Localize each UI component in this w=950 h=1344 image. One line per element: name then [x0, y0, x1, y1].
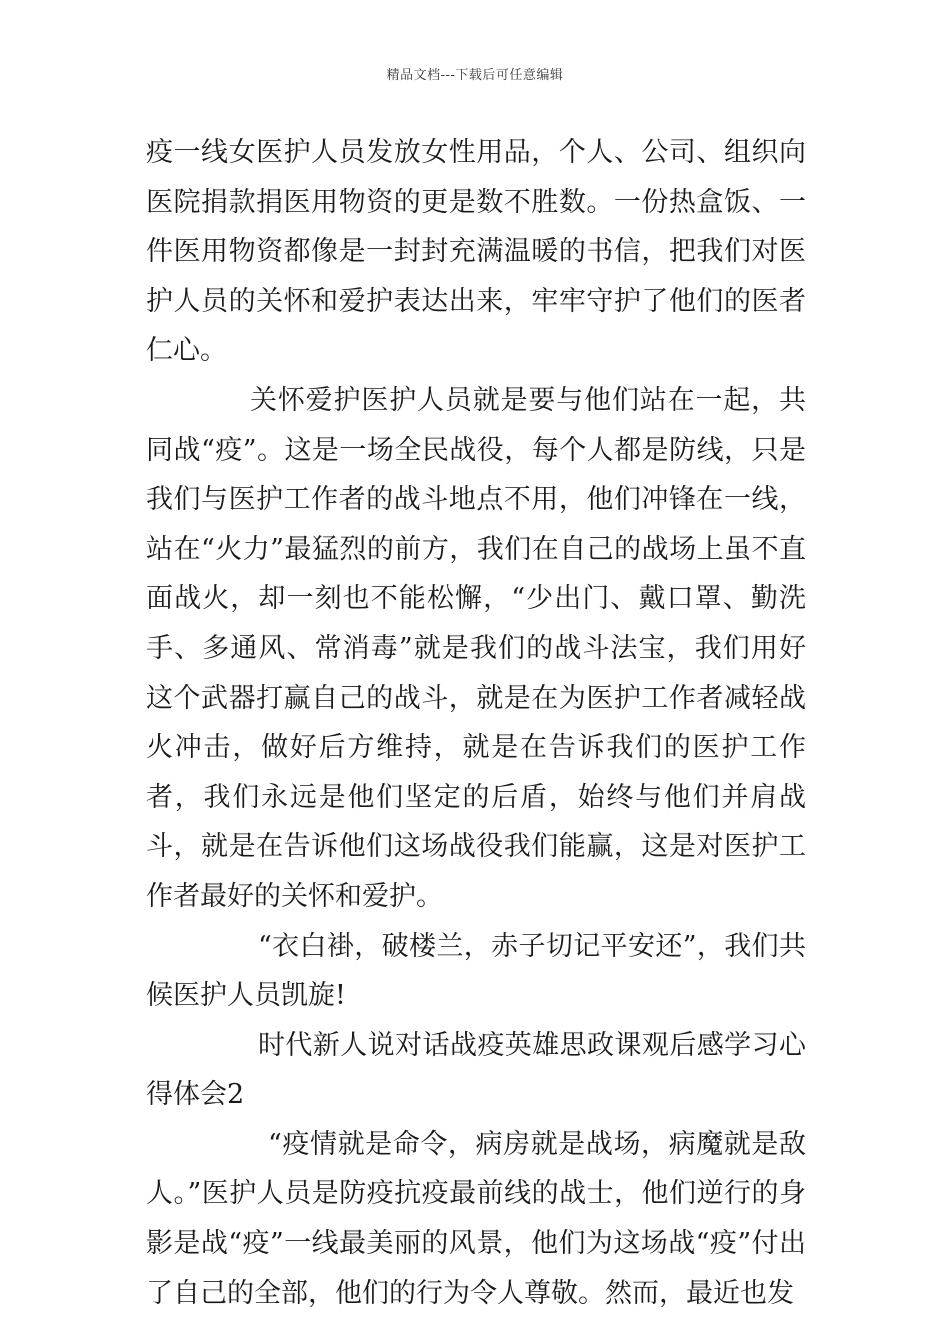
document-body: [146, 128, 806, 1318]
section-heading: 时代新人说对话战疫英雄思政课观后感学习心得体会2: [146, 1029, 806, 1111]
paragraph-care-support: 关怀爱护医护人员就是要与他们站在一起，共同战“疫”。这是一场全民战役，每个人都是防线，只是我们与医护工作者的战斗地点不用，他们冲锋在一线，站在“火力”最猛烈的前方，我们在自己的战场上虽不直面战火，却一刻也不能松懈，“少出门、戴口罩、勤洗手、多通风、常消毒”就是我们的战斗法宝，我们用好这个武器打赢自己的战斗，就是在为医护工作者减轻战火冲击，做好后方维持，就是在告诉我们的医护工作者，我们永远是他们坚定的后盾，始终与他们并肩战斗，就是在告诉他们这场战役我们能赢，这是对医护工作者最好的关怀和爱护。: [146, 384, 806, 912]
paragraph-continuation: 疫一线女医护人员发放女性用品，个人、公司、组织向医院捐款捐医用物资的更是数不胜数。一份热盒饭、一件医用物资都像是一封封充满温暖的书信，把我们对医护人员的关怀和爱护表达出来，牢牢守护了他们的医者仁心。: [146, 137, 806, 367]
paragraph-quote-return: “衣白褂，破楼兰，赤子切记平安还”，我们共候医护人员凯旋!: [146, 930, 806, 1012]
page-header: 精品文档---下载后可任意编辑: [386, 68, 564, 83]
paragraph-epidemic-command: “疫情就是命令，病房就是战场，病魔就是敌人。”医护人员是防疫抗疫最前线的战士，他们逆行的身影是战“疫”一线最美丽的风景，他们为这场战“疫”付出了自己的全部，他们的行为令人尊敬。然而，最近也发: [146, 1128, 806, 1309]
